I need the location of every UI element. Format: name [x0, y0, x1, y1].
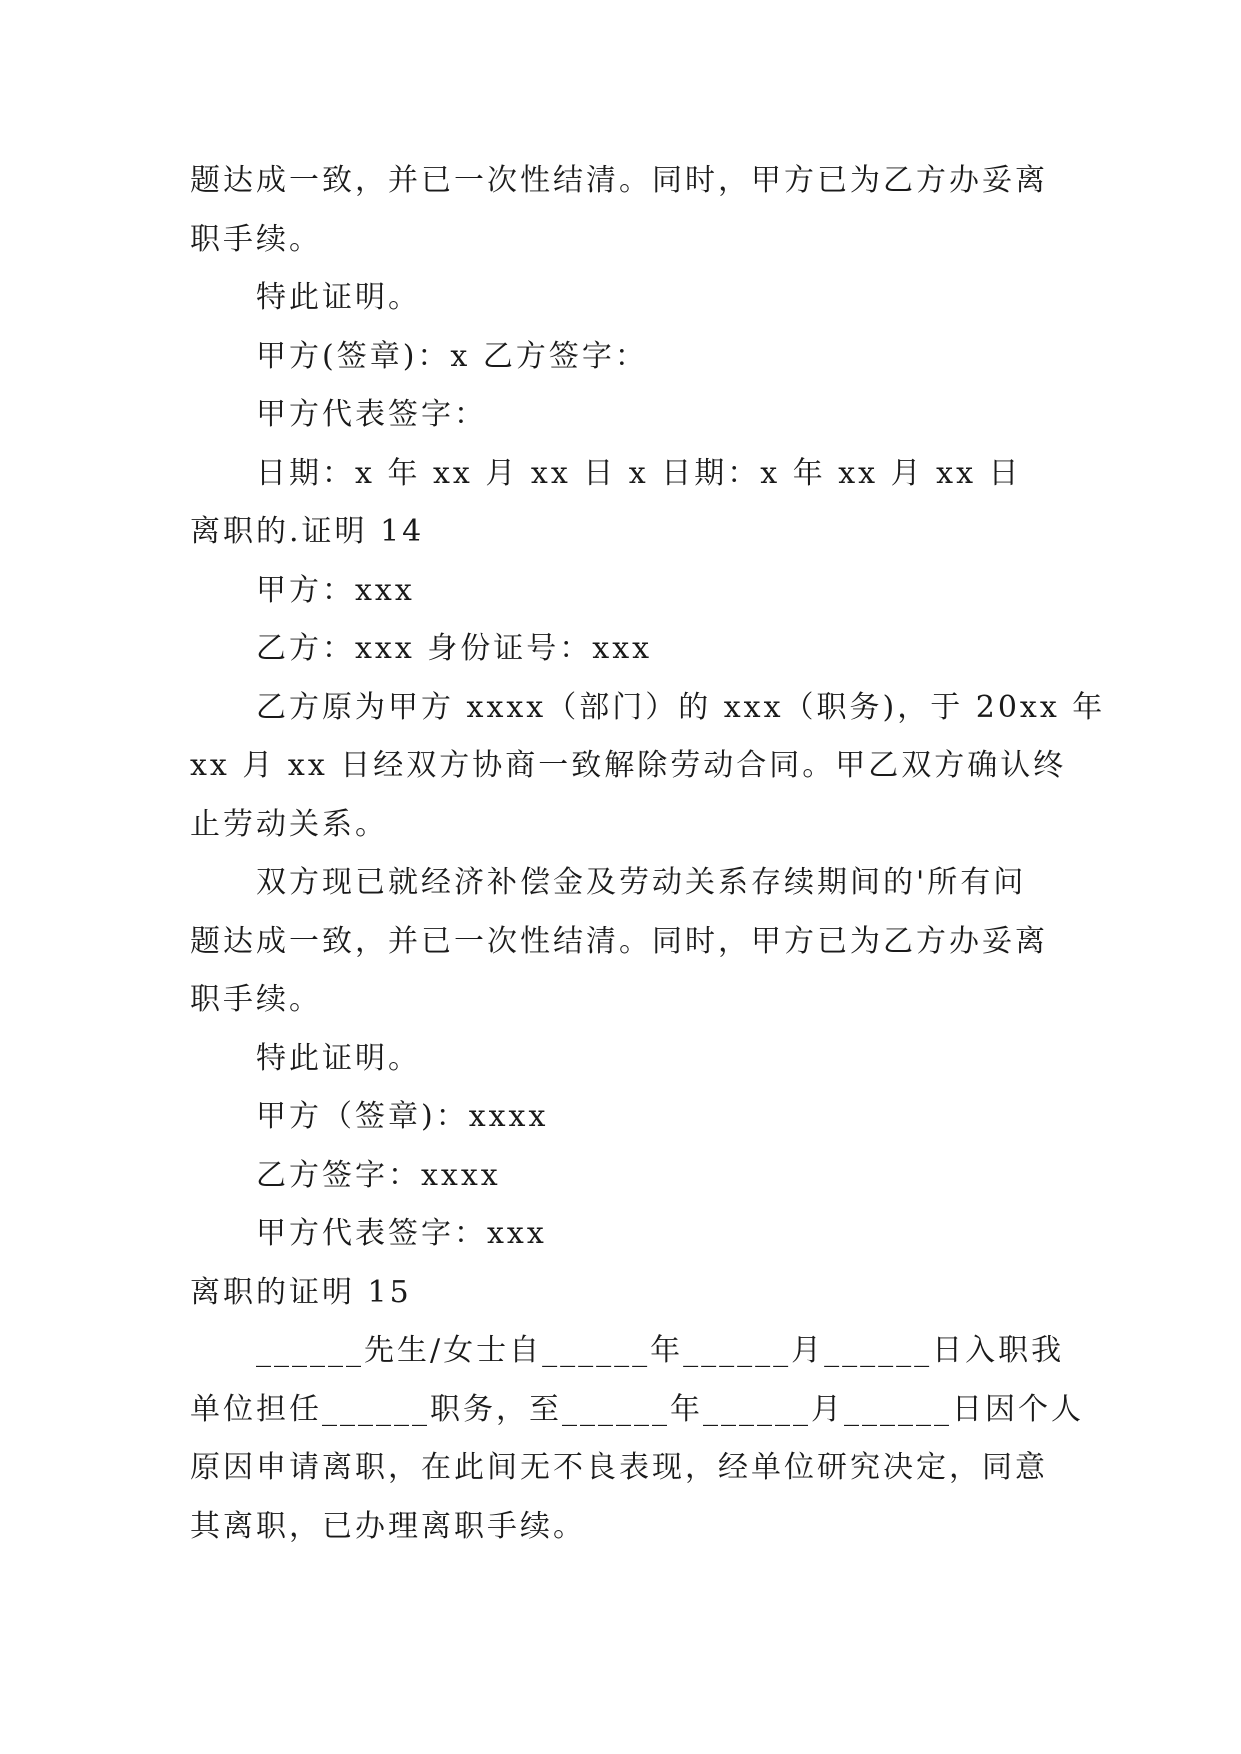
paragraph-line: 职手续。 [190, 982, 322, 1017]
paragraph-line: 特此证明。 [256, 1040, 421, 1076]
paragraph-line: 甲方(签章)：x 乙方签字： [256, 338, 648, 374]
paragraph-line: xx 月 xx 日经双方协商一致解除劳动合同。甲乙双方确认终 [190, 748, 1067, 783]
paragraph-line: 乙方：xxx 身份证号：xxx [256, 631, 653, 666]
paragraph-line: 双方现已就经济补偿金及劳动关系存续期间的'所有问 [256, 865, 1027, 900]
paragraph-line: 乙方原为甲方 xxxx（部门）的 xxx（职务)，于 20xx 年 [256, 689, 1106, 725]
paragraph-line: ______先生/女士自______年______月______日入职我 [256, 1333, 1065, 1368]
paragraph-line: 题达成一致，并已一次性结清。同时，甲方已为乙方办妥离 [190, 163, 1048, 198]
document-body [190, 152, 1106, 1556]
paragraph-line: 乙方签字：xxxx [256, 1157, 501, 1193]
paragraph-line: 甲方（签章)：xxxx [256, 1099, 549, 1134]
paragraph-line: 其离职，已办理离职手续。 [190, 1508, 586, 1544]
paragraph-line: 甲方：xxx [256, 572, 415, 608]
paragraph-line: 日期：x 年 xx 月 xx 日 x 日期：x 年 xx 月 xx 日 [256, 455, 1022, 491]
paragraph-line: 特此证明。 [256, 280, 421, 315]
paragraph-line: 原因申请离职，在此间无不良表现，经单位研究决定，同意 [190, 1450, 1048, 1485]
paragraph-line: 单位担任______职务，至______年______月______日因个人 [190, 1391, 1084, 1427]
paragraph-line: 题达成一致，并已一次性结清。同时，甲方已为乙方办妥离 [190, 923, 1048, 959]
section-title: 离职的证明 15 [190, 1274, 412, 1310]
section-title: 离职的.证明 14 [190, 514, 425, 549]
paragraph-line: 职手续。 [190, 221, 322, 257]
paragraph-line: 甲方代表签字：xxx [256, 1216, 547, 1251]
paragraph-line: 甲方代表签字： [256, 397, 487, 432]
paragraph-line: 止劳动关系。 [190, 806, 388, 842]
